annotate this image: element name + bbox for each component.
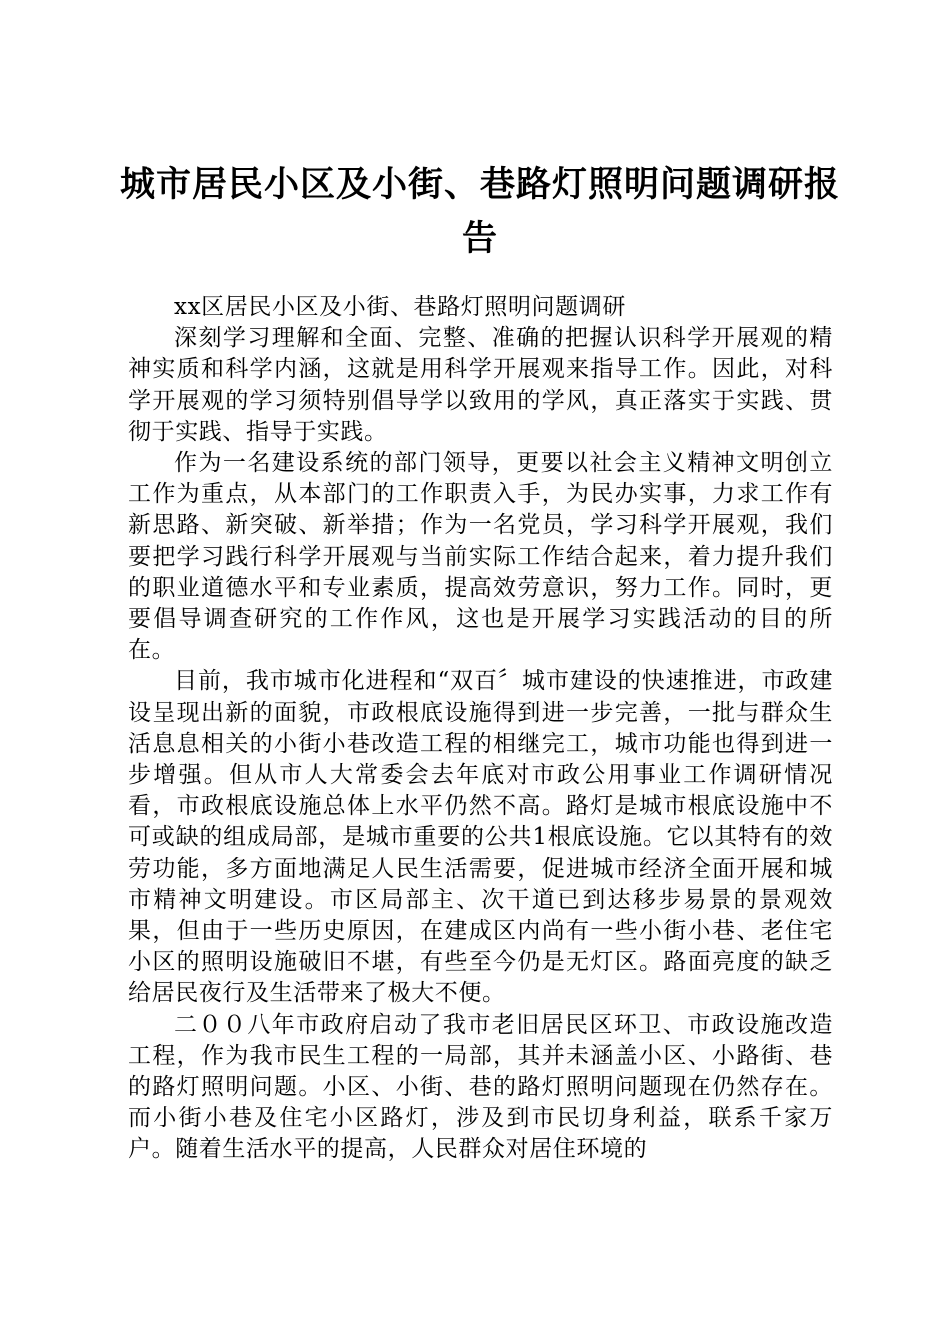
document-body bbox=[128, 292, 833, 1166]
body-paragraph: 深刻学习理解和全面、完整、准确的把握认识科学开展观的精神实质和科学内涵，这就是用科学开展观来指导工作。因此，对科学开展观的学习须特别倡导学以致用的学风，真正落实于实践、贯彻于实践、指导于实践。 bbox=[128, 325, 833, 445]
body-paragraph: 目前，我市城市化进程和“双百〞城市建设的快速推进，市政建设呈现出新的面貌，市政根底设施得到进一步完善，一批与群众生活息息相关的小街小巷改造工程的相继完工，城市功能也得到进一步增强。但从市人大常委会去年底对市政公用事业工作调研情况看，市政根底设施总体上水平仍然不高。路灯是城市根底设施中不可或缺的组成局部，是城市重要的公共1根底设施。它以其特有的效劳功能，多方面地满足人民生活需要，促进城市经济全面开展和城市精神文明建设。市区局部主、次干道已到达移步易景的景观效果，但由于一些历史原因，在建成区内尚有一些小街小巷、老住宅小区的照明设施破旧不堪，有些至今仍是无灯区。路面亮度的缺乏给居民夜行及生活带来了极大不便。 bbox=[128, 668, 833, 1007]
subtitle-paragraph: xx区居民小区及小街、巷路灯照明问题调研 bbox=[174, 294, 626, 320]
document-title: 城市居民小区及小街、巷路灯照明问题调研报告 bbox=[119, 164, 840, 259]
body-paragraph: 二００八年市政府启动了我市老旧居民区环卫、市政设施改造工程，作为我市民生工程的一局部，其并未涵盖小区、小路街、巷的路灯照明问题。小区、小街、巷的路灯照明问题现在仍然存在。而小街小巷及住宅小区路灯，涉及到市民切身利益，联系千家万户。随着生活水平的提高，人民群众对居住环境的 bbox=[128, 1011, 833, 1163]
body-paragraph: 作为一名建设系统的部门领导，更要以社会主义精神文明创立工作为重点，从本部门的工作职责入手，为民办实事，力求工作有新思路、新突破、新举措；作为一名党员，学习科学开展观，我们要把学习践行科学开展观与当前实际工作结合起来，着力提升我们的职业道德水平和专业素质，提高效劳意识，努力工作。同时，更要倡导调查研究的工作作风，这也是开展学习实践活动的目的所在。 bbox=[128, 450, 833, 664]
